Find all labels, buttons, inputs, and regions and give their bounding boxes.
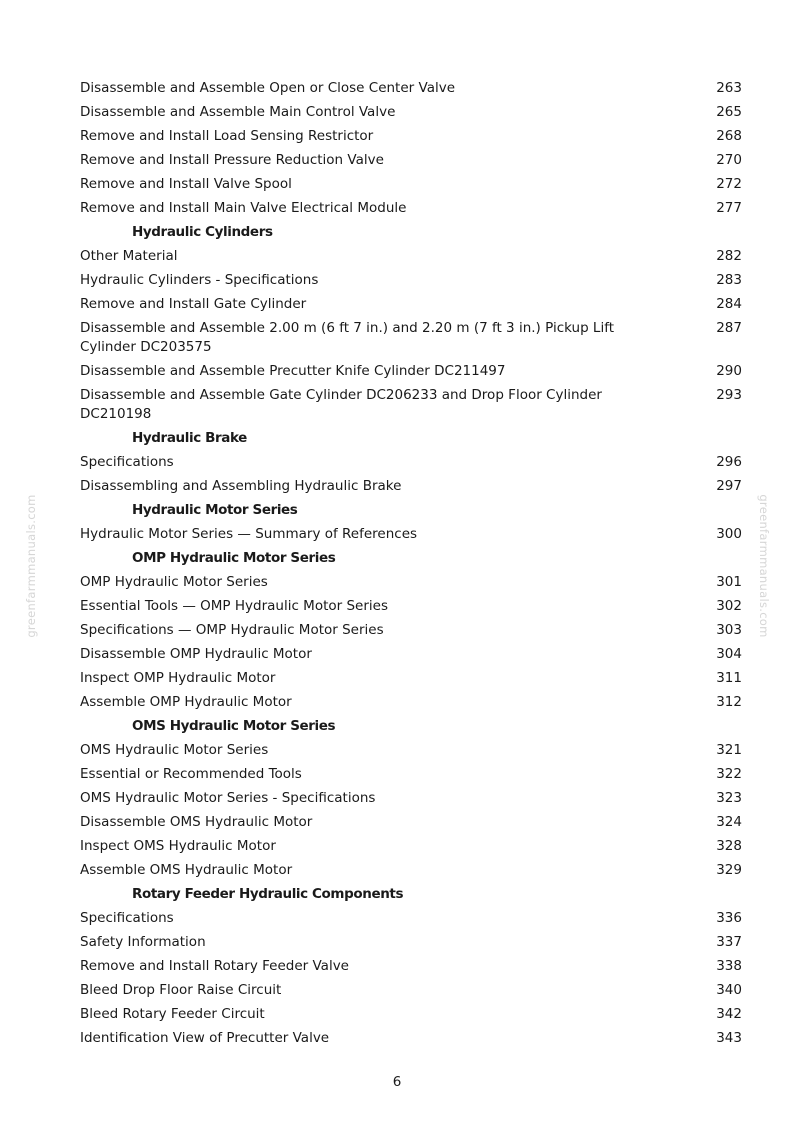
entry-title: Bleed Rotary Feeder Circuit — [80, 1005, 265, 1022]
entry-page-number: 340 — [716, 981, 742, 998]
toc-entry[interactable] — [0, 1026, 794, 1050]
entry-title: Identification View of Precutter Valve — [80, 1029, 330, 1046]
entry-title: Remove and Install Valve Spool — [80, 175, 292, 192]
entry-title: Remove and Install Pressure Reduction Valve — [80, 151, 384, 168]
entry-page-number: 312 — [716, 693, 742, 710]
toc-entry[interactable] — [0, 834, 794, 858]
watermark-left: greenfarmmanuals.com — [24, 494, 38, 638]
entry-page-number: 336 — [716, 909, 742, 926]
entry-page-number: 287 — [716, 319, 742, 336]
entry-page-number: 323 — [716, 789, 742, 806]
entry-page-number: 343 — [716, 1029, 742, 1046]
entry-title: Safety Information — [80, 933, 206, 950]
entry-page-number: 282 — [716, 247, 742, 264]
entry-title: Assemble OMS Hydraulic Motor — [80, 861, 293, 878]
entry-page-number: 263 — [716, 79, 742, 96]
entry-title: Disassemble OMP Hydraulic Motor — [80, 645, 312, 662]
toc-entry[interactable] — [0, 930, 794, 954]
entry-page-number: 268 — [716, 127, 742, 144]
toc-entry[interactable] — [0, 618, 794, 642]
toc-section-heading — [0, 220, 794, 244]
toc-entry[interactable] — [0, 1002, 794, 1026]
entry-title: Disassemble and Assemble Main Control Valve — [80, 103, 396, 120]
toc-entry[interactable] — [0, 124, 794, 148]
entry-page-number: 293 — [716, 386, 742, 403]
entry-title: Disassembling and Assembling Hydraulic Brake — [80, 477, 402, 494]
toc-entry[interactable] — [0, 762, 794, 786]
section-title: Hydraulic Brake — [132, 429, 247, 446]
toc-entry[interactable] — [0, 570, 794, 594]
section-title: Hydraulic Motor Series — [132, 501, 298, 518]
toc-entry[interactable] — [0, 642, 794, 666]
entry-page-number: 297 — [716, 477, 742, 494]
toc-entry[interactable] — [0, 292, 794, 316]
entry-page-number: 296 — [716, 453, 742, 470]
entry-page-number: 277 — [716, 199, 742, 216]
entry-page-number: 304 — [716, 645, 742, 662]
toc-entry[interactable] — [0, 359, 794, 383]
section-title: OMS Hydraulic Motor Series — [132, 717, 336, 734]
entry-title: OMS Hydraulic Motor Series - Specifications — [80, 789, 376, 806]
entry-title: Remove and Install Main Valve Electrical Module — [80, 199, 407, 216]
entry-page-number: 265 — [716, 103, 742, 120]
toc-entry[interactable] — [0, 738, 794, 762]
entry-title: Disassemble and Assemble Open or Close Center Valve — [80, 79, 456, 96]
entry-title: Essential Tools — OMP Hydraulic Motor Series — [80, 597, 388, 614]
entry-page-number: 311 — [716, 669, 742, 686]
toc-entry[interactable] — [0, 196, 794, 220]
entry-page-number: 338 — [716, 957, 742, 974]
toc-entry[interactable] — [0, 450, 794, 474]
entry-page-number: 283 — [716, 271, 742, 288]
toc-entry[interactable] — [0, 666, 794, 690]
entry-title: Hydraulic Cylinders - Specifications — [80, 271, 319, 288]
table-of-contents — [0, 76, 794, 1050]
entry-page-number: 329 — [716, 861, 742, 878]
entry-page-number: 302 — [716, 597, 742, 614]
entry-page-number: 272 — [716, 175, 742, 192]
section-title: Hydraulic Cylinders — [132, 223, 273, 240]
entry-title: Disassemble and Assemble Precutter Knife Cylinder DC211497 — [80, 362, 506, 379]
entry-page-number: 324 — [716, 813, 742, 830]
entry-page-number: 270 — [716, 151, 742, 168]
entry-title: Bleed Drop Floor Raise Circuit — [80, 981, 282, 998]
toc-entry[interactable] — [0, 268, 794, 292]
toc-section-heading — [0, 546, 794, 570]
entry-page-number: 337 — [716, 933, 742, 950]
entry-title: Specifications — [80, 909, 174, 926]
toc-section-heading — [0, 426, 794, 450]
toc-entry[interactable] — [0, 786, 794, 810]
toc-section-heading — [0, 882, 794, 906]
entry-page-number: 321 — [716, 741, 742, 758]
entry-title: Disassemble OMS Hydraulic Motor — [80, 813, 313, 830]
entry-page-number: 300 — [716, 525, 742, 542]
entry-title: Remove and Install Load Sensing Restrictor — [80, 127, 374, 144]
toc-section-heading — [0, 714, 794, 738]
toc-entry[interactable] — [0, 858, 794, 882]
entry-page-number: 303 — [716, 621, 742, 638]
entry-title: OMP Hydraulic Motor Series — [80, 573, 268, 590]
section-title: OMP Hydraulic Motor Series — [132, 549, 336, 566]
entry-title: Essential or Recommended Tools — [80, 765, 302, 782]
toc-entry[interactable] — [0, 690, 794, 714]
watermark-right: greenfarmmanuals.com — [757, 494, 771, 638]
entry-title: Specifications — OMP Hydraulic Motor Series — [80, 621, 384, 638]
entry-page-number: 301 — [716, 573, 742, 590]
entry-page-number: 342 — [716, 1005, 742, 1022]
entry-page-number: 284 — [716, 295, 742, 312]
entry-title: OMS Hydraulic Motor Series — [80, 741, 269, 758]
entry-title: Disassemble and Assemble 2.00 m (6 ft 7 in.) and 2.20 m (7 ft 3 in.) Pickup Lift Cylinder DC203575 — [80, 319, 615, 355]
entry-title: Assemble OMP Hydraulic Motor — [80, 693, 292, 710]
entry-page-number: 328 — [716, 837, 742, 854]
entry-title: Remove and Install Gate Cylinder — [80, 295, 307, 312]
toc-entry[interactable] — [0, 906, 794, 930]
toc-entry[interactable] — [0, 978, 794, 1002]
toc-entry[interactable] — [0, 172, 794, 196]
toc-entry[interactable] — [0, 474, 794, 498]
toc-entry[interactable] — [0, 810, 794, 834]
toc-entry[interactable] — [0, 954, 794, 978]
toc-entry[interactable] — [0, 100, 794, 124]
entry-title: Remove and Install Rotary Feeder Valve — [80, 957, 349, 974]
section-title: Rotary Feeder Hydraulic Components — [132, 885, 404, 902]
entry-title: Other Material — [80, 247, 178, 264]
toc-entry[interactable] — [0, 76, 794, 100]
entry-title: Specifications — [80, 453, 174, 470]
entry-page-number: 290 — [716, 362, 742, 379]
toc-entry[interactable] — [0, 148, 794, 172]
entry-page-number: 322 — [716, 765, 742, 782]
toc-entry[interactable] — [0, 383, 794, 426]
toc-entry[interactable] — [0, 522, 794, 546]
entry-title: Hydraulic Motor Series — Summary of References — [80, 525, 418, 542]
entry-title: Inspect OMP Hydraulic Motor — [80, 669, 276, 686]
page-number: 6 — [392, 1074, 402, 1090]
entry-title: Inspect OMS Hydraulic Motor — [80, 837, 276, 854]
toc-entry[interactable] — [0, 594, 794, 618]
toc-entry[interactable] — [0, 316, 794, 359]
toc-entry[interactable] — [0, 244, 794, 268]
entry-title: Disassemble and Assemble Gate Cylinder DC206233 and Drop Floor Cylinder DC210198 — [80, 386, 602, 422]
toc-section-heading — [0, 498, 794, 522]
